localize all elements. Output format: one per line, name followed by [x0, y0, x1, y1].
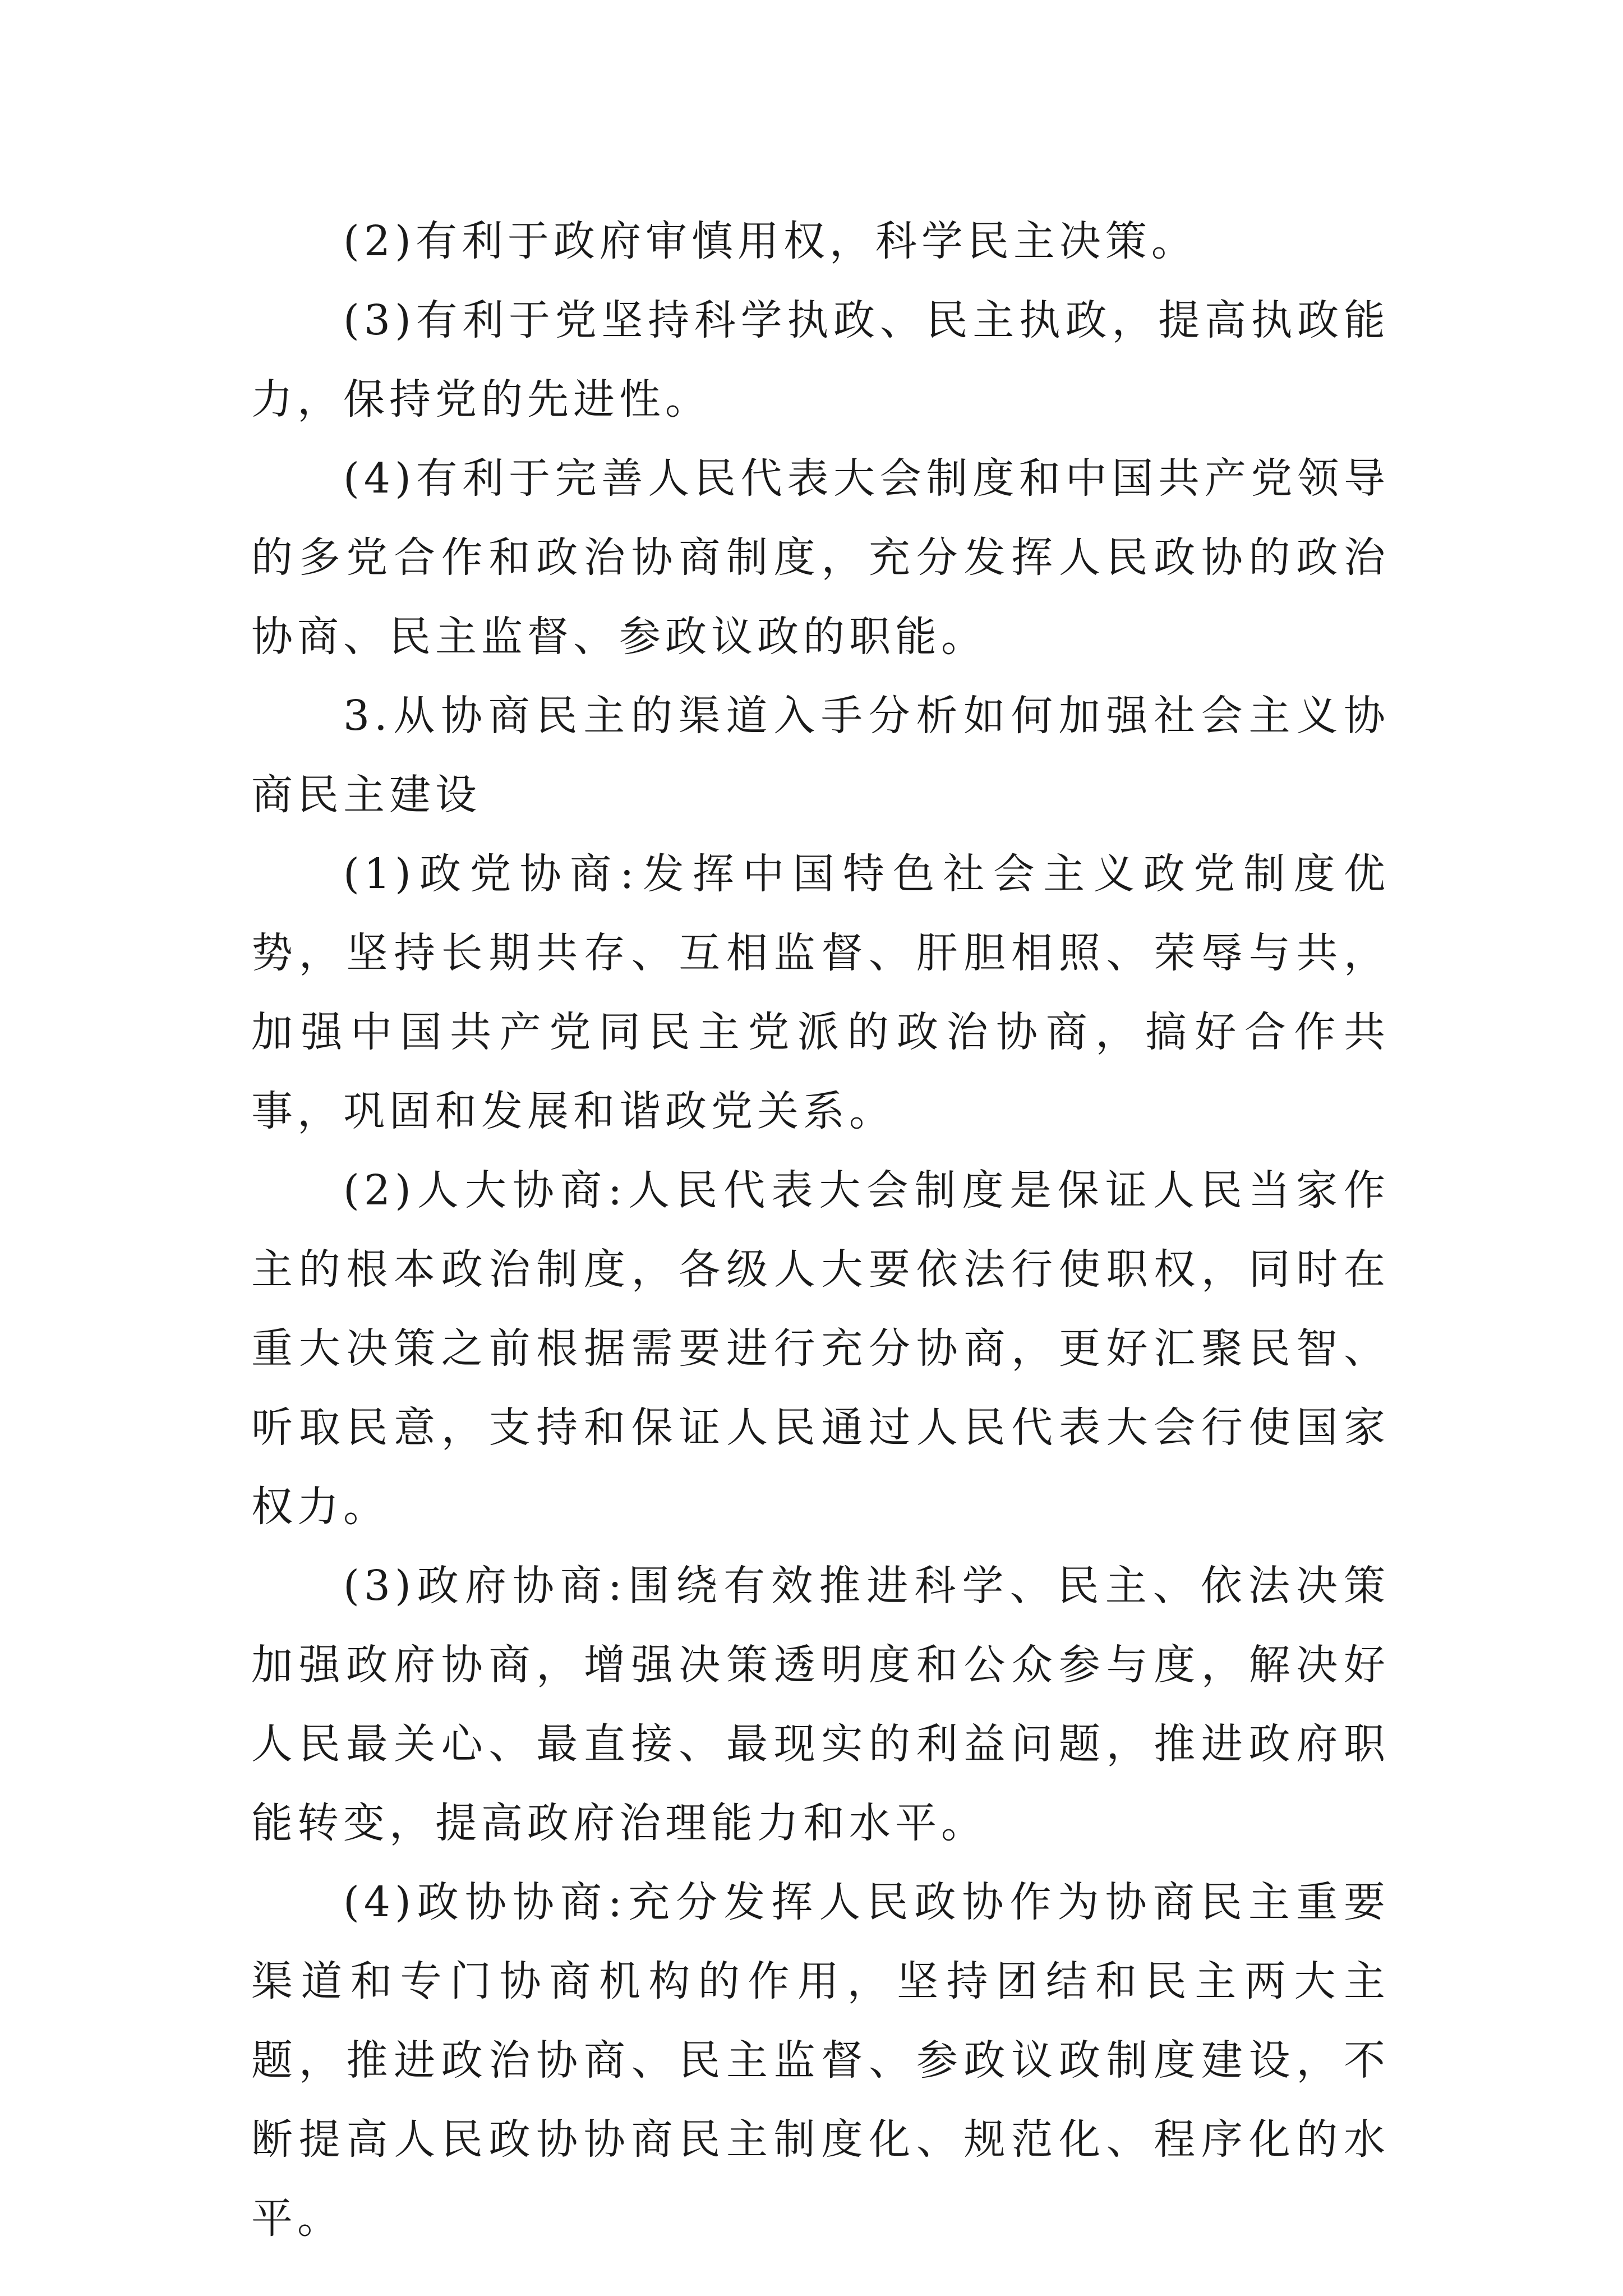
paragraph-cppcc-consultation: (4)政协协商:充分发挥人民政协作为协商民主重要渠道和专门协商机构的作用，坚持团结和民主两大主题，推进政治协商、民主监督、参政议政制度建设，不断提高人民政协协商民主制度化、规范化、程序化的水平。	[251, 1878, 1390, 2243]
paragraph-npc-consultation: (2)人大协商:人民代表大会制度是保证人民当家作主的根本政治制度，各级人大要依法行使职权，同时在重大决策之前根据需要进行充分协商，更好汇聚民智、听取民意，支持和保证人民通过人民代表大会行使国家权力。	[251, 1166, 1390, 1531]
paragraph-government-consultation: (3)政府协商:围绕有效推进科学、民主、依法决策加强政府协商，增强决策透明度和公众参与度，解决好人民最关心、最直接、最现实的利益问题，推进政府职能转变，提高政府治理能力和水平。	[251, 1562, 1390, 1847]
section-heading-3: 3.从协商民主的渠道入手分析如何加强社会主义协商民主建设	[251, 692, 1390, 819]
paragraph-benefit-4: (4)有利于完善人民代表大会制度和中国共产党领导的多党合作和政治协商制度，充分发挥人民政协的政治协商、民主监督、参政议政的职能。	[251, 454, 1390, 661]
paragraph-party-consultation: (1)政党协商:发挥中国特色社会主义政党制度优势，坚持长期共存、互相监督、肝胆相照、荣辱与共，加强中国共产党同民主党派的政治协商，搞好合作共事，巩固和发展和谐政党关系。	[251, 850, 1390, 1135]
paragraph-benefit-2: (2)有利于政府审慎用权，科学民主决策。	[343, 217, 1197, 265]
paragraph-benefit-3: (3)有利于党坚持科学执政、民主执政，提高执政能力，保持党的先进性。	[251, 296, 1390, 424]
document-body	[251, 202, 1390, 2258]
